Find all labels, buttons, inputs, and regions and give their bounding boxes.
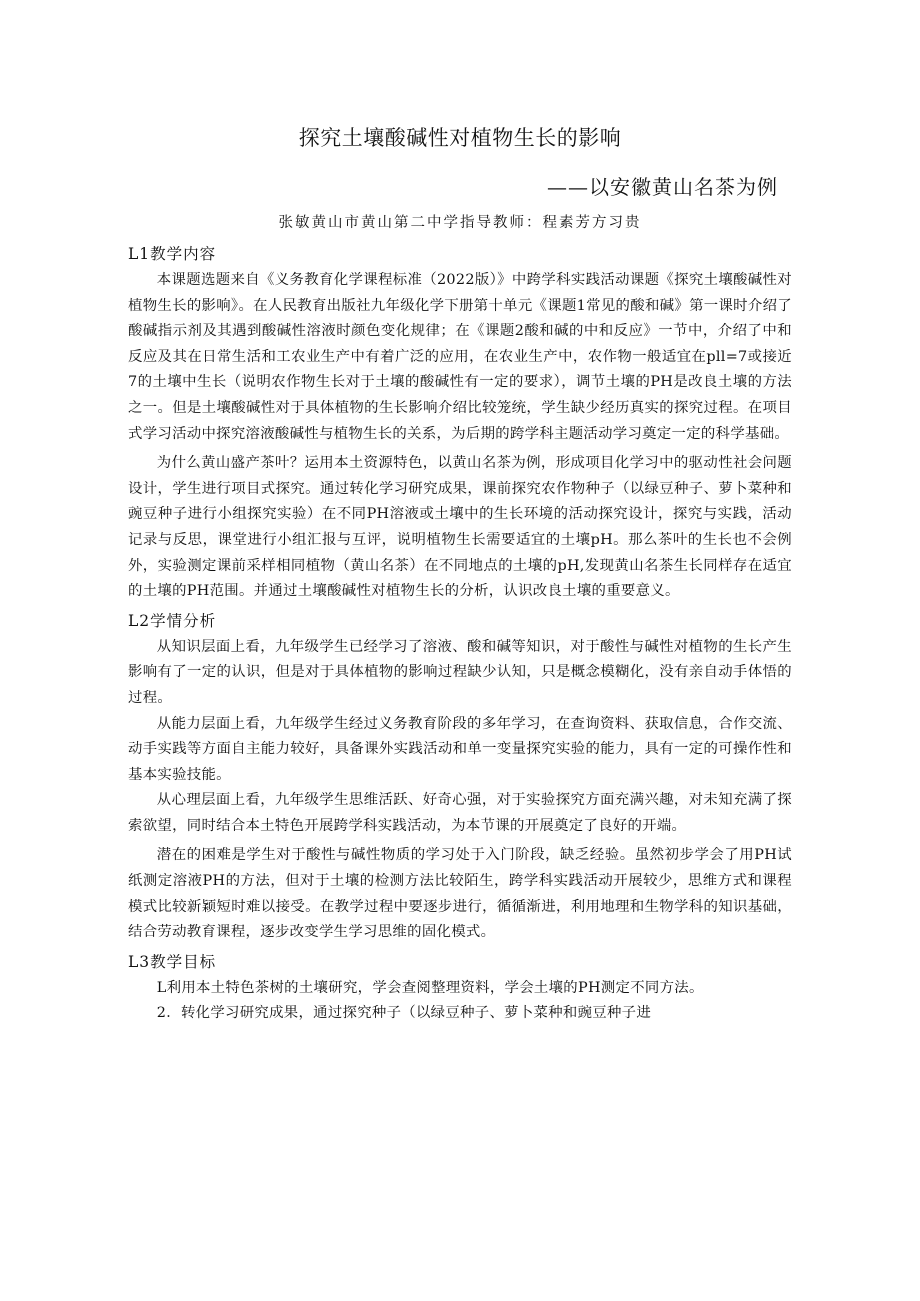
paragraph: 本课题选题来自《义务教育化学课程标准（2022版）》中跨学科实践活动课题《探究土壤酸碱性对植物生长的影响》。在人民教育出版社九年级化学下册第十单元《课题1常见的酸和碱》第一课时介绍了酸碱指示剂及其遇到酸碱性溶液时颜色变化规律；在《课题2酸和碱的中和反应》一节中，介绍了中和反应及其在日常生活和工农业生产中有着广泛的应用，在农业生产中，农作物一般适宜在pll=7或接近7的土壤中生长（说明农作物生长对于土壤的酸碱性有一定的要求），调节土壤的PH是改良土壤的方法之一。但是土壤酸碱性对于具体植物的生长影响介绍比较笼统，学生缺少经历真实的探究过程。在项目式学习活动中探究溶液酸碱性与植物生长的关系，为后期的跨学科主题活动学习奠定一定的科学基础。: [128, 272, 792, 442]
paragraph: 2．转化学习研究成果，通过探究种子（以绿豆种子、萝卜菜种和豌豆种子进: [156, 1005, 652, 1022]
section-heading-learner-analysis: L2学情分析: [128, 611, 217, 630]
section-heading-teaching-goals: L3教学目标: [128, 952, 217, 971]
document-subtitle: ——以安徽黄山名茶为例: [547, 175, 778, 199]
document-title: 探究土壤酸碱性对植物生长的影响: [298, 126, 622, 150]
section-heading-teaching-content: L1教学内容: [128, 245, 217, 263]
paragraph: 潜在的困难是学生对于酸性与碱性物质的学习处于入门阶段，缺乏经验。虽然初步学会了用PH试纸测定溶液PH的方法，但对于土壤的检测方法比较陌生，跨学科实践活动开展较少，思维方式和课程模式比较新颖短时难以接受。在教学过程中要逐步进行，循循渐进，利用地理和生物学科的知识基础，结合劳动教育课程，逐步改变学生学习思维的固化模式。: [128, 847, 792, 941]
paragraph: 从能力层面上看，九年级学生经过义务教育阶段的多年学习，在查询资料、获取信息，合作交流、动手实践等方面自主能力较好，具备课外实践活动和单一变量探究实验的能力，具有一定的可操作性和基本实验技能。: [128, 715, 792, 783]
paragraph: L利用本土特色茶树的土壤研究，学会查阅整理资料，学会土壤的PH测定不同方法。: [156, 979, 704, 996]
paragraph: 为什么黄山盛产茶叶？运用本土资源特色，以黄山名茶为例，形成项目化学习中的驱动性社会问题设计，学生进行项目式探究。通过转化学习研究成果，课前探究农作物种子（以绿豆种子、萝卜菜种和豌豆种子进行小组探究实验）在不同PH溶液或土壤中的生长环境的活动探究设计，探究与实践，活动记录与反思，课堂进行小组汇报与互评，说明植物生长需要适宜的土壤pH。那么茶叶的生长也不会例外，实验测定课前采样相同植物（黄山名茶）在不同地点的土壤的pH,发现黄山名茶生长同样存在适宜的土壤的PH范围。并通过土壤酸碱性对植物生长的分析，认识改良土壤的重要意义。: [128, 455, 792, 600]
paragraph: 从知识层面上看，九年级学生已经学习了溶液、酸和碱等知识，对于酸性与碱性对植物的生长产生影响有了一定的认识，但是对于具体植物的影响过程缺少认知，只是概念模糊化，没有亲自动手体悟的过程。: [128, 638, 792, 706]
paragraph: 从心理层面上看，九年级学生思维活跃、好奇心强，对于实验探究方面充满兴趣，对未知充满了探索欲望，同时结合本土特色开展跨学科实践活动，为本节课的开展奠定了良好的开端。: [128, 792, 792, 834]
document-body: [128, 240, 792, 1027]
author-line: 张敏黄山市黄山第二中学指导教师：程素芳方习贵: [278, 215, 642, 231]
